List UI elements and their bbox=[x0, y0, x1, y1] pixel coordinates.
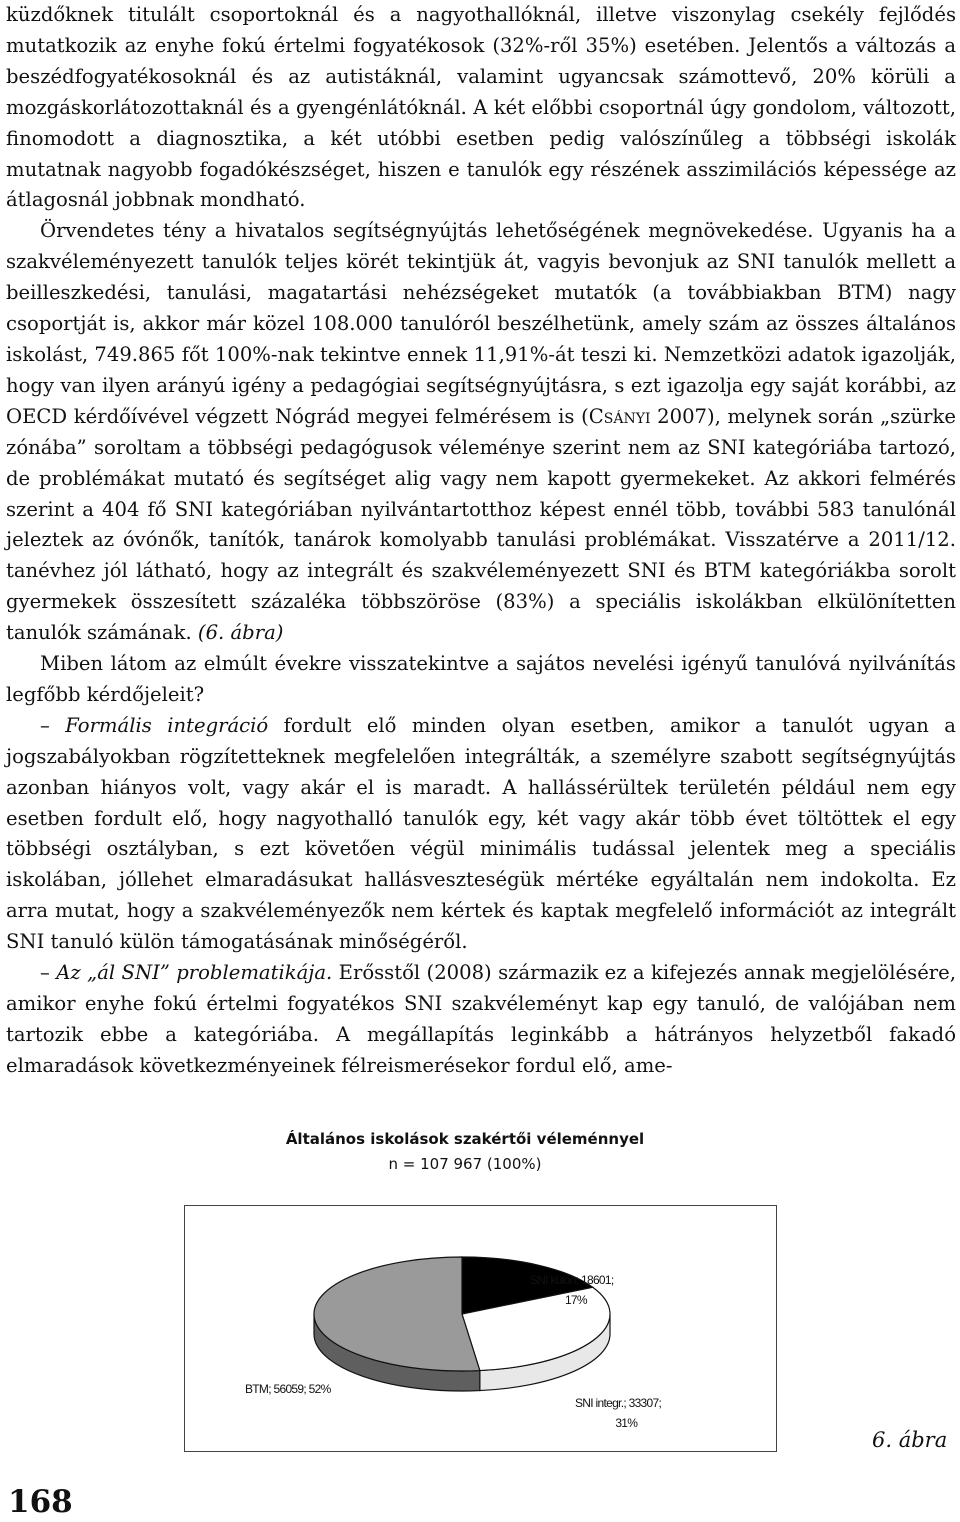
dash: – bbox=[40, 961, 57, 985]
figure-reference: (6. ábra) bbox=[197, 621, 284, 645]
paragraph-4-text: fordult elő minden olyan esetben, amikor a tanulót ugyan a jogszabályokban rögzítetteknek megfelelően integrálták, a személyre szabott segítségnyújtás azonban hiányos volt, vagy akár el is maradt. A hallássérültek területén például nem egy esetben fordult elő, hogy nagyothalló tanulók egy, két vagy akár több évet töltöttek el egy többségi osztályban, s ezt követően végül minimális tudással jelentek meg a speciális iskolában, jóllehet elmaradásukat hallásveszteségük mértéke egyáltalán nem indokolta. Ez arra mutat, hogy a szakvéleményezők nem kértek és kaptak megfelelő információt az integrált SNI tanuló külön támogatásának minőségéről. bbox=[6, 713, 956, 954]
dash: – bbox=[40, 713, 66, 737]
pie-chart-svg bbox=[185, 1206, 776, 1451]
term-al-sni: Az „ál SNI” problematikája. bbox=[56, 961, 333, 985]
paragraph-4 bbox=[6, 711, 956, 958]
figure-caption: 6. ábra bbox=[872, 1428, 948, 1452]
paragraph-5-text: Erősstől (2008) származik ez a kifejezés annak megjelölésére, amikor enyhe fokú értelmi fogyatékos SNI szakvéleményt kap egy tanuló, de valójában nem tartozik ebbe a kategóriába. A megállapítás leginkább a hátrányos helyzetből fakadó elmaradások következményeinek félreismerésekor fordul elő, ame- bbox=[6, 961, 956, 1077]
term-formal-integration: Formális integráció bbox=[65, 713, 269, 737]
pie-label-1: SNI integr.; 33307; bbox=[575, 1396, 662, 1410]
chart-title: Általános iskolások szakértői véleménnyel bbox=[285, 1130, 645, 1148]
page-number: 168 bbox=[8, 1484, 73, 1520]
chart-subtitle: n = 107 967 (100%) bbox=[388, 1155, 542, 1173]
paragraph-5 bbox=[6, 958, 956, 1082]
pie-chart bbox=[184, 1205, 777, 1452]
pie-label-0: SNI külön; 18601; bbox=[530, 1273, 614, 1287]
paragraph-2-text-a: Örvendetes tény a hivatalos segítségnyújtás lehetőségének megnövekedése. Ugyanis ha a szakvéleményezett tanulók teljes körét tekintjük át, vagyis bevonjuk az SNI tanulók mellett a beilleszkedési, tanulási, magatartási nehézségeket mutatók (a továbbiakban BTM) nagy csoportját is, akkor már közel 108.000 tanulóról beszélhetünk, amely szám az összes általános iskolást, 749.865 főt 100%-nak tekintve ennek 11,91%-át teszi ki. Nemzetközi adatok igazolják, hogy van ilyen arányú igény a pedagógiai segítségnyújtásra, s ezt igazolja egy saját korábbi, az OECD kérdőívével végzett Nógrád megyei felmérésem is ( bbox=[6, 219, 956, 428]
paragraph-3: Miben látom az elmúlt évekre visszatekintve a sajátos nevelési igényű tanulóvá nyilvánítás legfőbb kérdőjeleit? bbox=[6, 652, 956, 706]
citation-author: Csányi bbox=[588, 404, 651, 428]
body-text bbox=[6, 0, 956, 1082]
paragraph-1: küzdőknek titulált csoportoknál és a nagyothallóknál, illetve viszonylag csekély fejlődés mutatkozik az enyhe fokú értelmi fogyatékosok (32%-ről 35%) esetében. Jelentős a változás a beszédfogyatékosoknál és az autistáknál, valamint ugyancsak számottevő, 20% körüli a mozgáskorlátozottaknál és a gyengénlátóknál. A két előbbi csoportnál úgy gondolom, változott, finomodott a diagnosztika, a két utóbbi esetben pedig valószínűleg a többségi iskolák mutatnak nagyobb fogadókészséget, hiszen e tanulók egy részének asszimilációs képessége az átlagosnál jobbnak mondható. bbox=[6, 3, 956, 212]
pie-label-pct-0: 17% bbox=[564, 1293, 587, 1307]
pie-label-2: BTM; 56059; 52% bbox=[245, 1382, 331, 1396]
paragraph-2-text-b: 2007), melynek során „szürke zónába” soroltam a többségi pedagógusok véleménye szerint nem az SNI kategóriába tartozó, de problémákat mutató és segítséget alig vagy nem kapott gyermekeket. Az akkori felmérés szerint a 404 fő SNI kategóriában nyilvántartotthoz képest ennél több, további 583 tanulónál jeleztek az óvónők, tanítók, tanárok komolyabb tanulási problémákat. Visszatérve a 2011/12. tanévhez jól látható, hogy az integrált és szakvéleményezett SNI és BTM kategóriákba sorolt gyermekek összesített százaléka többszöröse (83%) a speciális iskolákban elkülönítetten tanulók számának. bbox=[6, 404, 956, 645]
pie-label-pct-1: 31% bbox=[615, 1416, 638, 1430]
paragraph-2 bbox=[6, 216, 956, 649]
